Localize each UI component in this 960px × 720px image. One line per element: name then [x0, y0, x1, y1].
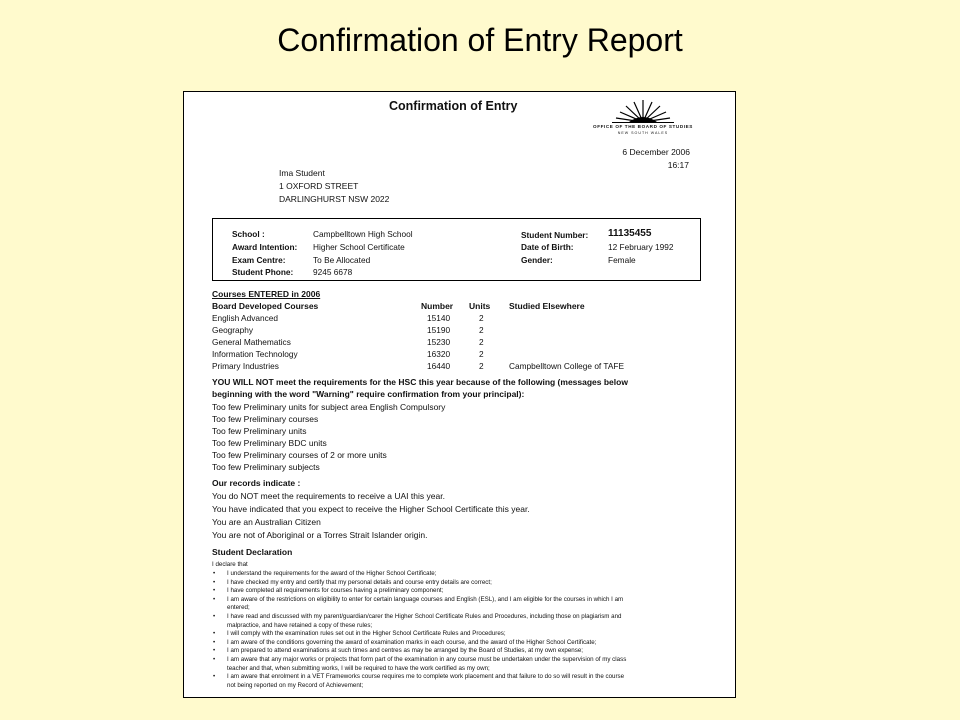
declaration-line: not being reported on my Record of Achievement;	[227, 681, 364, 689]
gender-label: Gender:	[521, 255, 553, 265]
bullet-icon: •	[213, 595, 216, 603]
declaration-line: I am aware of the restrictions on eligibility to enter for certain language courses and English (ESL), and I am eligible for the courses in which I am	[227, 595, 624, 603]
warning-item: Too few Preliminary courses	[212, 414, 319, 424]
warning-item: Too few Preliminary courses of 2 or more units	[212, 450, 387, 460]
course-number: 16320	[427, 349, 451, 359]
courses-col-number: Number	[421, 301, 454, 311]
declaration-line: teacher and that, when submitting works, I will be required to have the work certified as my own;	[227, 664, 490, 672]
declaration-heading: Student Declaration	[212, 547, 293, 557]
declaration-line: entered;	[227, 604, 250, 612]
warning-item: Too few Preliminary units for subject area English Compulsory	[212, 402, 446, 412]
dob-value: 12 February 1992	[608, 242, 674, 252]
bullet-icon: •	[213, 638, 216, 646]
slide-title: Confirmation of Entry Report	[277, 22, 683, 58]
warning-item: Too few Preliminary units	[212, 426, 307, 436]
logo-text: OFFICE OF THE BOARD OF STUDIES	[593, 124, 693, 129]
records-item: You are an Australian Citizen	[212, 517, 321, 527]
courses-heading: Courses ENTERED in 2006	[212, 289, 321, 299]
student-number-label: Student Number:	[521, 230, 589, 240]
bullet-icon: •	[213, 647, 216, 655]
phone-label: Student Phone:	[232, 267, 294, 277]
course-units: 2	[479, 325, 484, 335]
course-name: Primary Industries	[212, 361, 279, 371]
warning-line: YOU WILL NOT meet the requirements for the HSC this year because of the following (messages below	[212, 377, 628, 387]
school-label: School :	[232, 229, 265, 239]
sunburst-icon	[584, 96, 702, 124]
declaration-line: I have read and discussed with my parent/guardian/carer the Higher School Certificate Rules and Procedures, including those on plagiarism and	[227, 613, 622, 620]
course-number: 16440	[427, 361, 451, 371]
address-line: 1 OXFORD STREET	[279, 181, 359, 191]
bullet-icon: •	[213, 613, 216, 620]
declaration-line: I have checked my entry and certify that my personal details and course entry details are correct;	[227, 578, 492, 586]
bullet-icon: •	[213, 578, 216, 586]
logo-subtext: NEW SOUTH WALES	[617, 131, 669, 135]
report-date: 6 December 2006	[622, 147, 690, 157]
bullet-icon: •	[213, 673, 216, 681]
student-number-value: 11135455	[608, 228, 652, 239]
courses-col-units: Units	[469, 301, 491, 311]
warning-item: Too few Preliminary BDC units	[212, 438, 327, 448]
course-name: English Advanced	[212, 313, 278, 323]
bullet-icon: •	[213, 656, 216, 663]
records-item: You do NOT meet the requirements to receive a UAI this year.	[212, 491, 445, 501]
records-item: You are not of Aboriginal or a Torres Strait Islander origin.	[212, 530, 428, 540]
course-name: Geography	[212, 325, 254, 335]
gender-value: Female	[608, 255, 636, 265]
board-of-studies-logo	[584, 96, 702, 136]
records-heading: Our records indicate :	[212, 478, 301, 488]
course-number: 15140	[427, 313, 451, 323]
address-line: DARLINGHURST NSW 2022	[279, 194, 390, 204]
course-units: 2	[479, 361, 484, 371]
bullet-icon: •	[213, 570, 216, 577]
declaration-line: I am aware that any major works or projects that form part of the examination in any course must be undertaken under the supervision of my class	[227, 656, 627, 663]
warning-item: Too few Preliminary subjects	[212, 462, 320, 472]
phone-value: 9245 6678	[313, 267, 353, 277]
course-name: General Mathematics	[212, 337, 291, 347]
courses-col-elsewhere: Studied Elsewhere	[509, 301, 585, 311]
document-title: Confirmation of Entry	[389, 99, 518, 113]
declaration-line: I understand the requirements for the award of the Higher School Certificate;	[227, 570, 437, 577]
records-item: You have indicated that you expect to receive the Higher School Certificate this year.	[212, 504, 530, 514]
school-value: Campbelltown High School	[313, 229, 413, 239]
award-label: Award Intention:	[232, 242, 298, 252]
course-units: 2	[479, 349, 484, 359]
confirmation-document	[183, 91, 736, 698]
dob-label: Date of Birth:	[521, 242, 574, 252]
course-name: Information Technology	[212, 349, 298, 359]
exam-centre-value: To Be Allocated	[313, 255, 371, 265]
report-time: 16:17	[667, 160, 689, 170]
course-units: 2	[479, 337, 484, 347]
bullet-icon: •	[213, 587, 216, 595]
award-value: Higher School Certificate	[313, 242, 405, 252]
declaration-line: I will comply with the examination rules set out in the Higher School Certificate Rules and Procedures;	[227, 630, 506, 638]
declaration-line: I am prepared to attend examinations at such times and centres as may be arranged by the Board of Studies, at my own expense;	[227, 647, 583, 655]
declaration-intro: I declare that	[212, 561, 248, 568]
declaration-line: I have completed all requirements for courses having a preliminary component;	[227, 587, 444, 595]
course-elsewhere: Campbelltown College of TAFE	[509, 361, 624, 371]
bullet-icon: •	[213, 630, 216, 638]
course-number: 15190	[427, 325, 451, 335]
address-line: Ima Student	[279, 168, 325, 178]
exam-centre-label: Exam Centre:	[232, 255, 286, 265]
course-number: 15230	[427, 337, 451, 347]
course-units: 2	[479, 313, 484, 323]
declaration-line: malpractice, and have retained a copy of these rules;	[227, 621, 373, 629]
declaration-line: I am aware of the conditions governing the award of examination marks in each course, and the award of the Higher School Certificate;	[227, 638, 597, 646]
declaration-line: I am aware that enrolment in a VET Frameworks course requires me to complete work placement and that failure to do so will result in the course	[227, 673, 625, 681]
courses-col-name: Board Developed Courses	[212, 301, 319, 311]
warning-line: beginning with the word "Warning" require confirmation from your principal):	[212, 389, 525, 399]
